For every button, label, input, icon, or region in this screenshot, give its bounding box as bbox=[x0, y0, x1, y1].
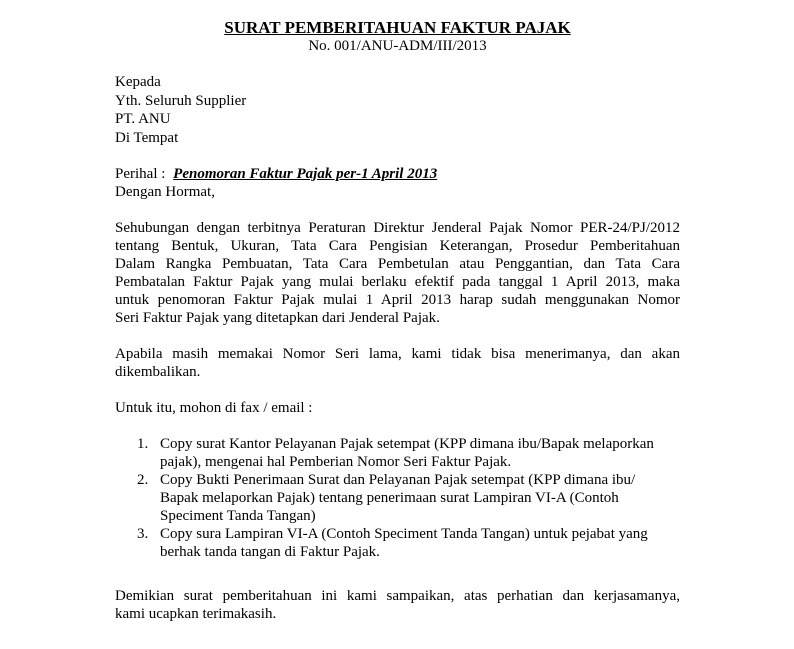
recipient-line2: PT. ANU bbox=[115, 111, 171, 127]
recipient-line3: Di Tempat bbox=[115, 129, 179, 146]
closing-line: Demikian surat pemberitahuan ini kami sampaikan, atas perhatian dan kerjasamanya, bbox=[115, 588, 680, 604]
list-item-line: berhak tanda tangan di Faktur Pajak. bbox=[160, 544, 380, 560]
paragraph-2 bbox=[115, 345, 680, 381]
list-item bbox=[115, 435, 680, 471]
closing-line: kami ucapkan terimakasih. bbox=[115, 606, 277, 622]
paragraph-3: Untuk itu, mohon di fax / email : bbox=[115, 400, 313, 416]
paragraph-1-line: Dalam Rangka Pembuatan, Tata Cara Pembetulan atau Penggantian, dan Tata Cara bbox=[115, 256, 680, 272]
list-item-line: Copy surat Kantor Pelayanan Pajak setempat (KPP dimana ibu/Bapak melaporkan bbox=[160, 436, 654, 452]
paragraph-1 bbox=[115, 219, 680, 327]
list-item-line: Copy sura Lampiran VI-A (Contoh Speciment Tanda Tangan) untuk pejabat yang bbox=[160, 526, 648, 542]
letter-number: No. 001/ANU-ADM/III/2013 bbox=[308, 38, 487, 54]
list-item-line: pajak), mengenai hal Pemberian Nomor Seri Faktur Pajak. bbox=[160, 454, 512, 470]
paragraph-1-line: Pembatalan Faktur Pajak yang mulai berlaku efektif pada tanggal 1 April 2013, maka bbox=[115, 274, 680, 290]
paragraph-2-line: dikembalikan. bbox=[115, 364, 201, 380]
recipient-block bbox=[115, 73, 680, 147]
subject-line bbox=[115, 165, 680, 183]
list-item-number: 3. bbox=[137, 526, 149, 542]
letter-page bbox=[0, 19, 794, 649]
paragraph-1-line: Seri Faktur Pajak yang ditetapkan dari Jenderal Pajak. bbox=[115, 310, 440, 326]
list-item-line: Copy Bukti Penerimaan Surat dan Pelayanan Pajak setempat (KPP dimana ibu/ bbox=[160, 472, 636, 488]
subject-value: Penomoran Faktur Pajak per-1 April 2013 bbox=[173, 166, 438, 182]
paragraph-1-line: untuk penomoran Faktur Pajak mulai 1 April 2013 harap sudah menggunakan Nomor bbox=[115, 292, 680, 308]
list-item-number: 2. bbox=[137, 472, 149, 488]
paragraph-1-line: Sehubungan dengan terbitnya Peraturan Direktur Jenderal Pajak Nomor PER-24/PJ/2012 bbox=[115, 220, 680, 236]
recipient-line1: Yth. Seluruh Supplier bbox=[115, 92, 247, 109]
paragraph-1-line: tentang Bentuk, Ukuran, Tata Cara Pengisian Keterangan, Prosedur Pemberitahuan bbox=[115, 238, 680, 254]
request-list bbox=[115, 435, 680, 561]
closing-paragraph bbox=[115, 587, 680, 623]
list-item bbox=[115, 471, 680, 525]
letter-title: SURAT PEMBERITAHUAN FAKTUR PAJAK bbox=[224, 18, 571, 37]
greeting: Dengan Hormat, bbox=[115, 184, 215, 200]
recipient-to: Kepada bbox=[115, 74, 161, 90]
list-item bbox=[115, 525, 680, 561]
list-item-number: 1. bbox=[137, 436, 149, 452]
list-item-line: Bapak melaporkan Pajak) tentang penerimaan surat Lampiran VI-A (Contoh bbox=[160, 490, 619, 506]
paragraph-2-line: Apabila masih memakai Nomor Seri lama, kami tidak bisa menerimanya, dan akan bbox=[115, 346, 680, 362]
subject-label: Perihal : bbox=[115, 166, 170, 182]
list-item-line: Speciment Tanda Tangan) bbox=[160, 508, 316, 524]
